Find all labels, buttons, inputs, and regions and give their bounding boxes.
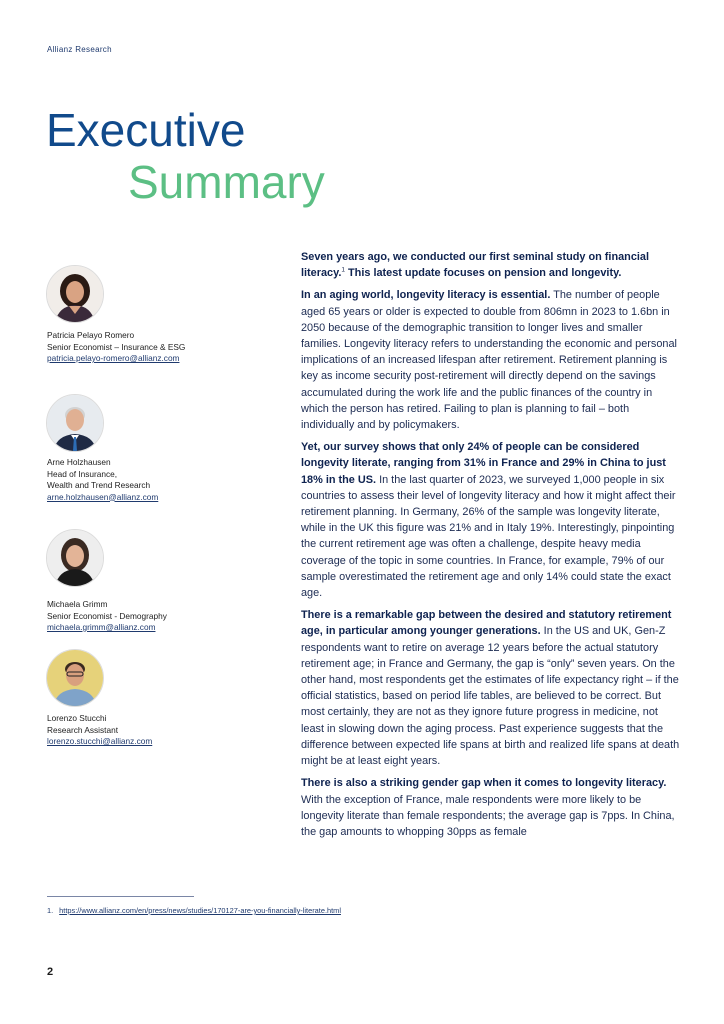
author-name: Lorenzo Stucchi	[47, 713, 107, 723]
author-role: Senior Economist – Insurance & ESG	[47, 341, 186, 352]
footnote-divider	[47, 896, 194, 897]
paragraph-5	[301, 775, 682, 840]
paragraph-1-bold-b: This latest update focuses on pension and longevity.	[345, 267, 622, 280]
paragraph-4-lead: There is a remarkable gap between the desired and statutory retirement age, in particular among younger generations.	[301, 609, 672, 638]
avatar-michaela-grimm	[46, 529, 104, 587]
avatar-arne-holzhausen	[46, 394, 104, 452]
author-block-2	[47, 457, 158, 503]
author-block-3	[47, 599, 167, 634]
avatar-lorenzo-stucchi	[46, 649, 104, 707]
avatar-patricia-pelayo-romero	[46, 265, 104, 323]
paragraph-2-text: The number of people aged 65 years or older is expected to double from 806mn in 2023 to 1.6bn in 2050 because of the demographic transition to longer lives and smaller families. Longevity literacy refers to understanding the economic and personal implications of an increased lifespan after retirement. Retirement planning is key as income security post-retirement will directly depend on the savings accumulated during the work life and the public finances of the country in which the person has retired. Failing to plan is planning to fail – both individually and by policymakers.	[301, 289, 677, 432]
author-role: Research Assistant	[47, 724, 119, 735]
paragraph-2	[301, 287, 682, 433]
paragraph-1	[301, 249, 682, 281]
author-email-link[interactable]: michaela.grimm@allianz.com	[47, 622, 156, 632]
author-email-link[interactable]: patricia.pelayo-romero@allianz.com	[47, 353, 180, 363]
page-title-line2: Summary	[128, 156, 325, 208]
paragraph-2-lead: In an aging world, longevity literacy is essential.	[301, 289, 551, 302]
footnote	[47, 906, 341, 915]
paragraph-4	[301, 607, 682, 769]
paragraph-5-text: With the exception of France, male respondents were more likely to be longevity literate than female respondents; the average gap is 7pps. In China, the gap amounts to whopping 30pps as female	[301, 793, 675, 838]
page-title-line1: Executive	[46, 104, 246, 156]
author-name: Patricia Pelayo Romero	[47, 330, 135, 340]
author-role: Wealth and Trend Research	[47, 480, 151, 490]
author-name: Arne Holzhausen	[47, 457, 111, 467]
author-block-4	[47, 713, 152, 748]
author-role: Senior Economist - Demography	[47, 610, 167, 621]
paragraph-3-lead: Yet, our survey shows that only 24% of people can be considered longevity literate, ranging from 31% in France and 29% in China to just 18% in the US.	[301, 441, 666, 486]
page-number: 2	[47, 966, 54, 978]
author-email-link[interactable]: lorenzo.stucchi@allianz.com	[47, 736, 153, 746]
author-name: Michaela Grimm	[47, 599, 108, 609]
footnote-link[interactable]: https://www.allianz.com/en/press/news/studies/170127-are-you-financially-literate.html	[59, 906, 341, 915]
paragraph-5-lead: There is also a striking gender gap when it comes to longevity literacy.	[301, 777, 667, 790]
paragraph-1-bold-a: Seven years ago, we conducted our first seminal study on financial literacy.	[301, 251, 649, 280]
author-block-1	[47, 330, 185, 365]
header-brand: Allianz Research	[47, 45, 112, 54]
paragraph-3	[301, 439, 682, 601]
body-text-column	[301, 249, 682, 846]
author-email-link[interactable]: arne.holzhausen@allianz.com	[47, 491, 159, 502]
footnote-ref[interactable]: 1	[341, 266, 345, 274]
footnote-number: 1.	[47, 906, 54, 915]
author-role: Head of Insurance,	[47, 468, 118, 479]
paragraph-3-text: In the last quarter of 2023, we surveyed 1,000 people in six countries to assess their level of longevity literacy and how it might affect their retirement planning. In Germany, 26% of the sample was longevity literate, while in the UK this figure was 21% and in Italy 19%. Interestingly, pinpointing the current retirement age was often a challenge, despite heavy media coverage of the topic in some countries. In France, for example, 79% of our sample overestimated the retirement age and only 14% could state the exact age.	[301, 473, 676, 600]
paragraph-4-text: In the US and UK, Gen-Z respondents want to retire on average 12 years before the actual statutory retirement age; in France and Germany, the gap is “only” seven years. On the other hand, most respondents get the estimates of life expectancy right – if the official statistics, based on period life tables, are believed to be correct. But most certainly, they are not as they ignore future progress in medicine, not least in slowing down the aging process. Past experience suggests that the difference between expected life spans at birth and realized life spans at death might be at least eight years.	[301, 625, 680, 768]
